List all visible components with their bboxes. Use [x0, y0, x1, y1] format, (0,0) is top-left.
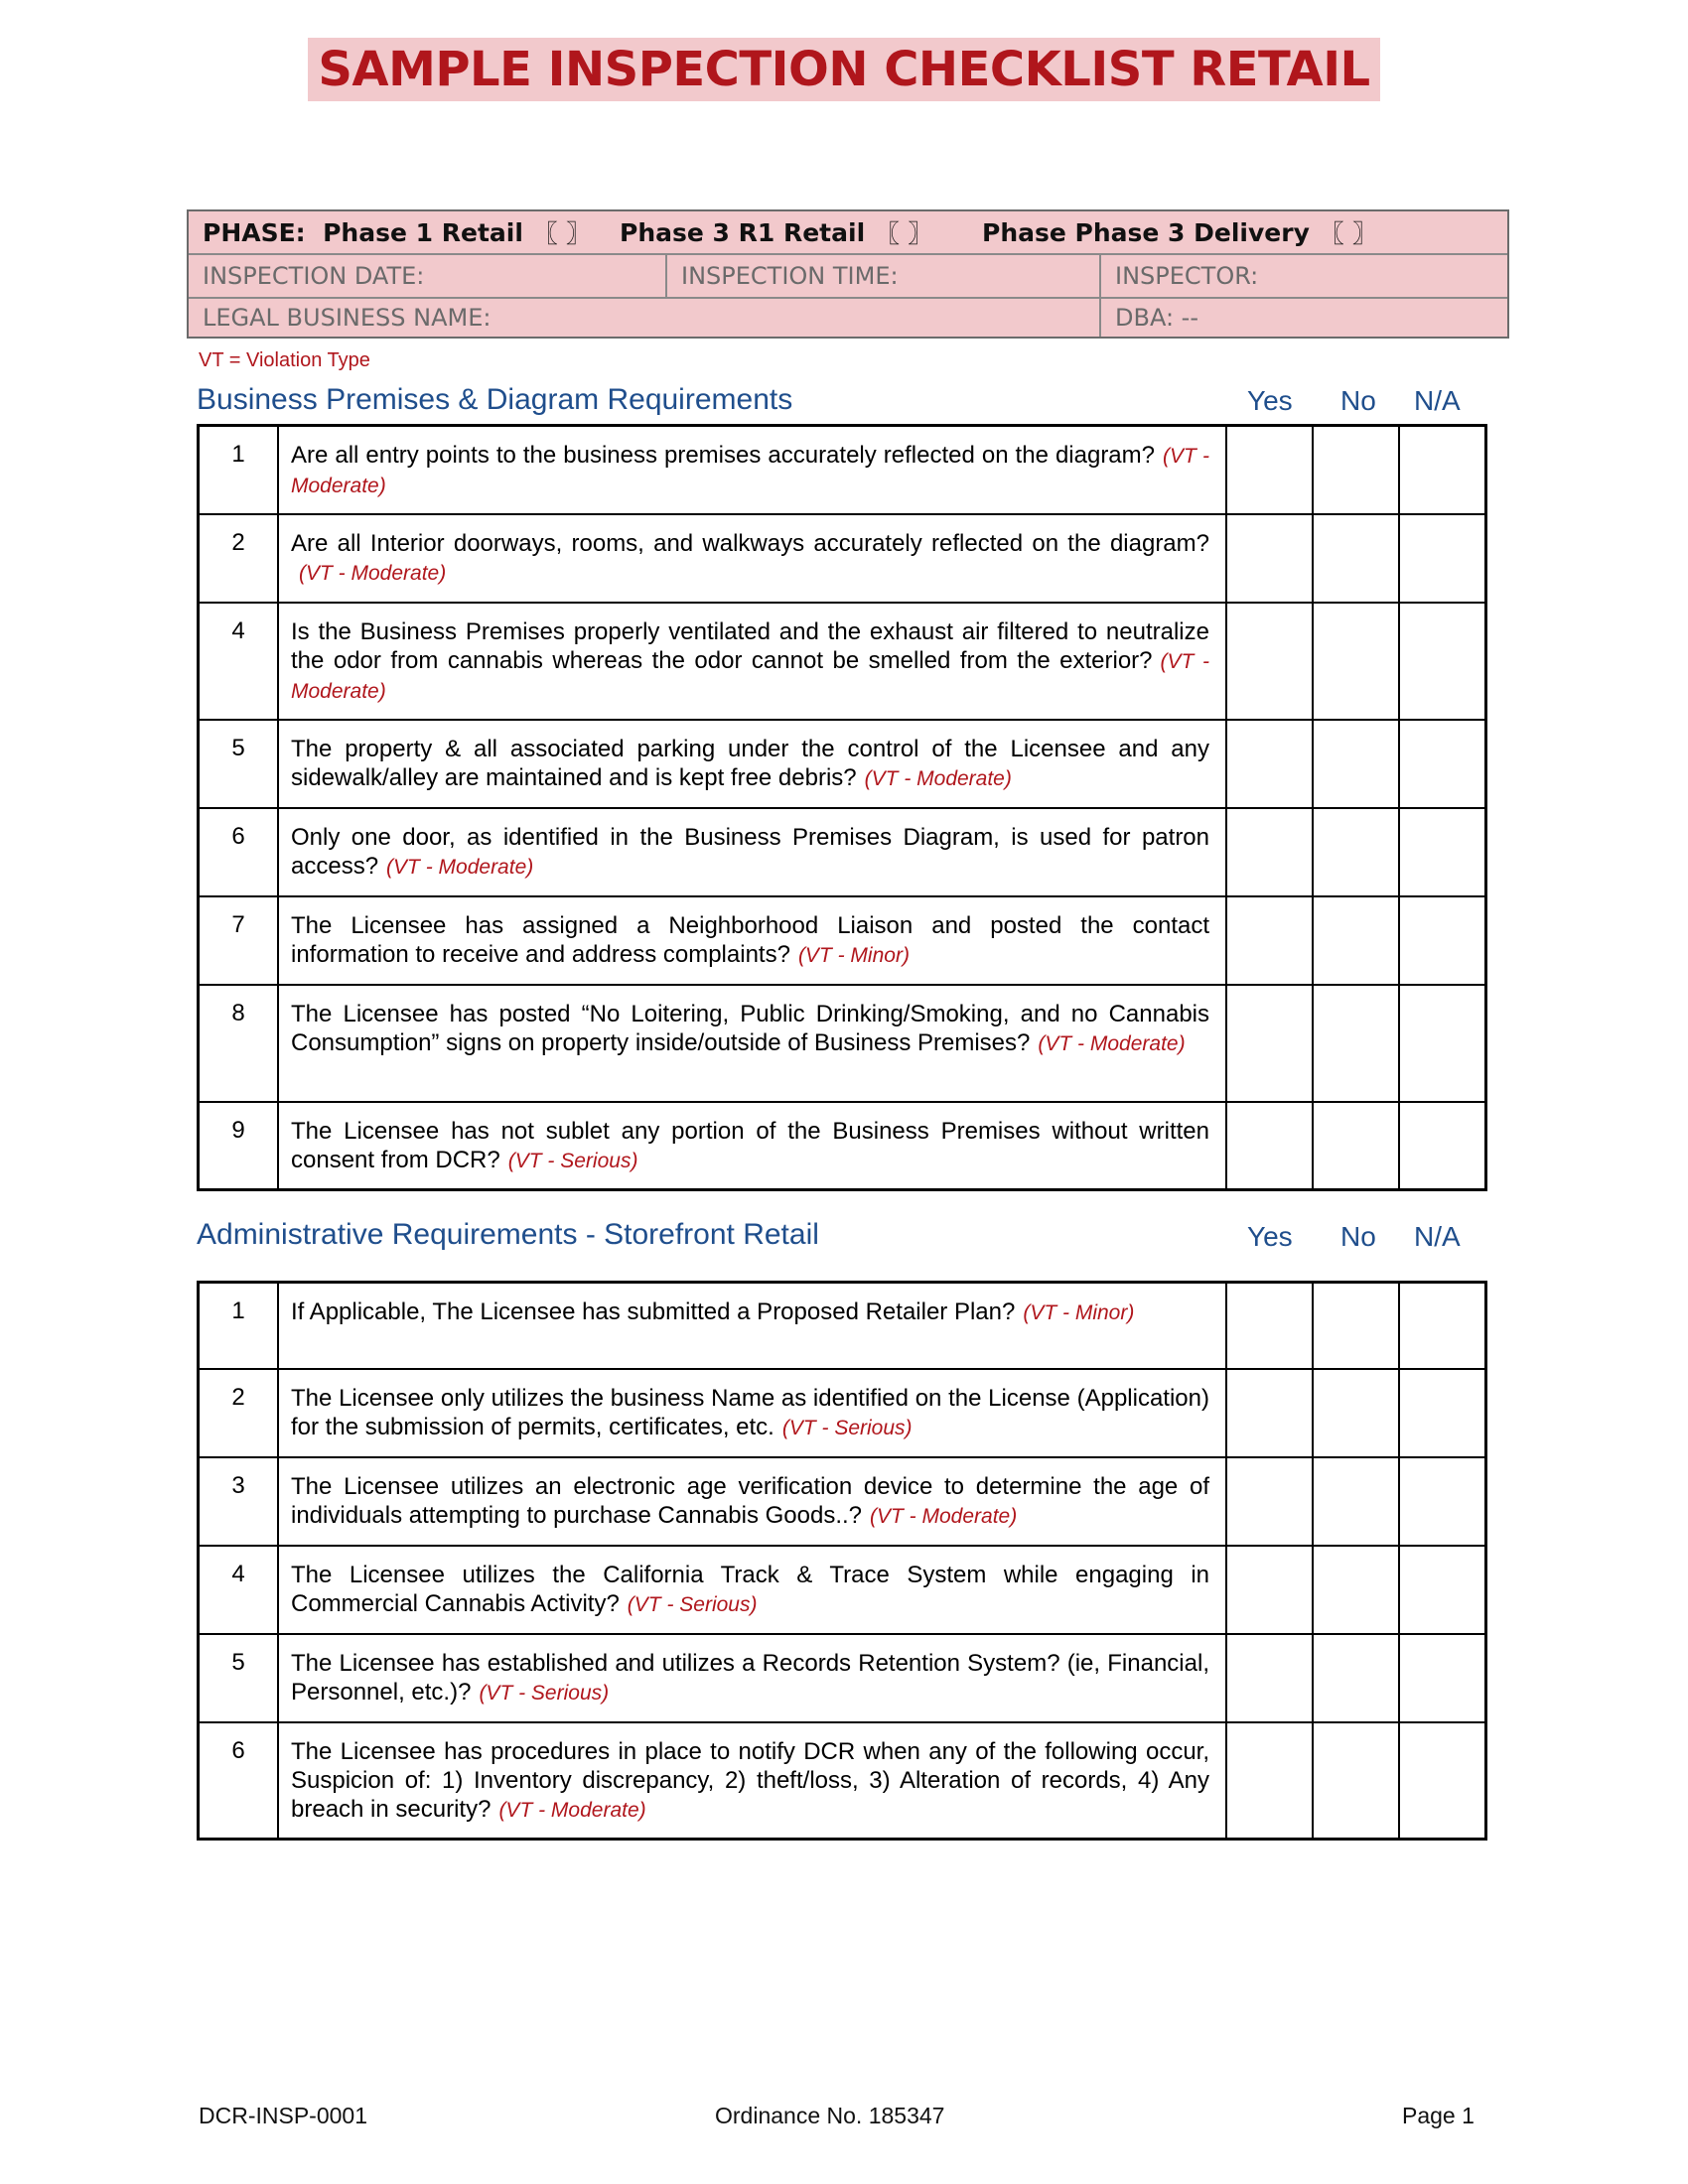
phase-row [189, 211, 1507, 255]
item-question [278, 896, 1226, 985]
phase-3-checkbox[interactable]: 〖 〗 [875, 219, 933, 248]
inspector-field[interactable]: INSPECTOR: [1115, 262, 1259, 290]
item-question [278, 1546, 1226, 1634]
no-checkbox-cell[interactable] [1313, 1102, 1399, 1190]
no-checkbox-cell[interactable] [1313, 1546, 1399, 1634]
phase-label: PHASE: [203, 217, 306, 247]
item-question [278, 720, 1226, 808]
delivery-checkbox[interactable]: 〖 〗 [1319, 219, 1377, 248]
item-number: 1 [199, 426, 279, 514]
violation-type: (VT - Serious) [479, 1681, 610, 1705]
question-text: If Applicable, The Licensee has submitted a Proposed Retailer Plan? [291, 1298, 1016, 1325]
question-text: The Licensee has procedures in place to notify DCR when any of the following occur, Suspicion of: 1) Inventory discrepancy, 2) theft/loss, 3) Alteration of records, 4) Any breach in security? [291, 1737, 1209, 1823]
item-number: 3 [199, 1457, 279, 1546]
col-yes: Yes [1247, 1221, 1293, 1252]
violation-type: (VT - Moderate) [1038, 1031, 1186, 1055]
violation-type: (VT - Moderate) [299, 561, 447, 585]
inspection-row [189, 255, 1507, 299]
violation-type: (VT - Minor) [1023, 1301, 1135, 1324]
section2-title: Administrative Requirements - Storefront Retail [197, 1218, 819, 1251]
violation-type: (VT - Moderate) [386, 855, 534, 879]
na-checkbox-cell[interactable] [1399, 1283, 1486, 1369]
section1-title: Business Premises & Diagram Requirements [197, 383, 793, 416]
checklist-row [199, 1102, 1486, 1190]
delivery-label: Phase Phase 3 Delivery [982, 217, 1310, 247]
phase-3-option[interactable] [620, 214, 982, 250]
no-checkbox-cell[interactable] [1313, 896, 1399, 985]
violation-type: (VT - Serious) [507, 1149, 638, 1172]
violation-type: (VT - Serious) [627, 1592, 758, 1616]
item-question [278, 808, 1226, 896]
item-number: 2 [199, 514, 279, 603]
na-checkbox-cell[interactable] [1399, 720, 1486, 808]
item-number: 9 [199, 1102, 279, 1190]
question-text: Is the Business Premises properly ventilated and the exhaust air filtered to neutralize the odor from cannabis whereas the odor cannot be smelled from the exterior? [291, 617, 1209, 674]
inspection-time-field[interactable]: INSPECTION TIME: [667, 255, 1101, 297]
no-checkbox-cell[interactable] [1313, 1722, 1399, 1840]
item-question [278, 985, 1226, 1102]
checklist-row [199, 1546, 1486, 1634]
checklist-row [199, 1457, 1486, 1546]
page-title: SAMPLE INSPECTION CHECKLIST RETAIL [308, 38, 1379, 101]
na-checkbox-cell[interactable] [1399, 1546, 1486, 1634]
violation-type: (VT - Moderate) [291, 649, 1209, 703]
phase-3-label: Phase 3 R1 Retail [620, 217, 866, 247]
delivery-option[interactable] [982, 214, 1377, 250]
yes-checkbox-cell[interactable] [1226, 1546, 1313, 1634]
na-checkbox-cell[interactable] [1399, 1369, 1486, 1457]
na-checkbox-cell[interactable] [1399, 1634, 1486, 1722]
question-text: The Licensee has posted “No Loitering, Public Drinking/Smoking, and no Cannabis Consumption” signs on property inside/outside of Business Premises? [291, 1000, 1209, 1056]
yes-checkbox-cell[interactable] [1226, 603, 1313, 720]
phase-1-checkbox[interactable]: 〖 〗 [532, 219, 591, 248]
question-text: The Licensee only utilizes the business Name as identified on the License (Application) for the submission of permits, certificates, etc. [291, 1384, 1209, 1440]
vt-legend: VT = Violation Type [199, 349, 370, 371]
no-checkbox-cell[interactable] [1313, 720, 1399, 808]
item-number: 1 [199, 1283, 279, 1369]
no-checkbox-cell[interactable] [1313, 808, 1399, 896]
business-row [189, 299, 1507, 337]
yes-checkbox-cell[interactable] [1226, 1102, 1313, 1190]
col-no: No [1340, 385, 1376, 416]
legal-business-name-field[interactable]: LEGAL BUSINESS NAME: [189, 299, 1101, 337]
item-number: 6 [199, 808, 279, 896]
col-no: No [1340, 1221, 1376, 1252]
na-checkbox-cell[interactable] [1399, 1457, 1486, 1546]
question-text: The Licensee has established and utilizes a Records Retention System? (ie, Financial, Personnel, etc.)? [291, 1649, 1209, 1706]
checklist-row [199, 808, 1486, 896]
yes-checkbox-cell[interactable] [1226, 1722, 1313, 1840]
violation-type: (VT - Moderate) [864, 766, 1012, 790]
checklist-row [199, 514, 1486, 603]
col-na: N/A [1414, 1221, 1461, 1252]
na-checkbox-cell[interactable] [1399, 603, 1486, 720]
question-text: The Licensee utilizes an electronic age verification device to determine the age of individuals attempting to purchase Cannabis Goods..? [291, 1472, 1209, 1529]
no-checkbox-cell[interactable] [1313, 514, 1399, 603]
no-checkbox-cell[interactable] [1313, 603, 1399, 720]
phase-1-option[interactable] [189, 214, 620, 250]
no-checkbox-cell[interactable] [1313, 1457, 1399, 1546]
no-checkbox-cell[interactable] [1313, 1634, 1399, 1722]
item-question [278, 1369, 1226, 1457]
question-text: Are all entry points to the business premises accurately reflected on the diagram? [291, 442, 1155, 469]
ordinance-number: Ordinance No. 185347 [715, 2103, 945, 2128]
na-checkbox-cell[interactable] [1399, 896, 1486, 985]
inspection-date-field[interactable]: INSPECTION DATE: [189, 255, 667, 297]
question-text: Are all Interior doorways, rooms, and walkways accurately reflected on the diagram? [291, 529, 1209, 557]
na-checkbox-cell[interactable] [1399, 1722, 1486, 1840]
col-yes: Yes [1247, 385, 1293, 416]
section1-table [197, 424, 1487, 1191]
item-question [278, 1283, 1226, 1369]
item-number: 8 [199, 985, 279, 1102]
checklist-row [199, 985, 1486, 1102]
no-checkbox-cell[interactable] [1313, 1283, 1399, 1369]
na-checkbox-cell[interactable] [1399, 514, 1486, 603]
checklist-row [199, 1634, 1486, 1722]
section2-table [197, 1281, 1487, 1841]
na-checkbox-cell[interactable] [1399, 985, 1486, 1102]
item-number: 5 [199, 720, 279, 808]
yes-checkbox-cell[interactable] [1226, 1369, 1313, 1457]
item-question [278, 1102, 1226, 1190]
checklist-row [199, 896, 1486, 985]
item-question [278, 1457, 1226, 1546]
item-question [278, 1722, 1226, 1840]
na-checkbox-cell[interactable] [1399, 1102, 1486, 1190]
checklist-row [199, 603, 1486, 720]
item-question [278, 603, 1226, 720]
header-box [187, 209, 1509, 339]
question-text: Only one door, as identified in the Business Premises Diagram, is used for patron access? [291, 823, 1209, 880]
violation-type: (VT - Serious) [781, 1416, 913, 1439]
question-text: The Licensee has not sublet any portion of the Business Premises without written consent from DCR? [291, 1117, 1209, 1173]
question-text: The Licensee utilizes the California Track & Trace System while engaging in Commercial Cannabis Activity? [291, 1561, 1209, 1617]
yes-checkbox-cell[interactable] [1226, 514, 1313, 603]
yes-checkbox-cell[interactable] [1226, 720, 1313, 808]
form-id: DCR-INSP-0001 [199, 2103, 367, 2128]
yes-checkbox-cell[interactable] [1226, 426, 1313, 514]
item-number: 4 [199, 1546, 279, 1634]
no-checkbox-cell[interactable] [1313, 985, 1399, 1102]
page-number: Page 1 [1402, 2103, 1475, 2128]
checklist-row [199, 1283, 1486, 1369]
col-na: N/A [1414, 385, 1461, 416]
item-question [278, 426, 1226, 514]
violation-type: (VT - Moderate) [291, 445, 1210, 497]
checklist-row [199, 1369, 1486, 1457]
phase-1-label: Phase 1 Retail [323, 217, 523, 247]
yes-checkbox-cell[interactable] [1226, 1634, 1313, 1722]
item-number: 4 [199, 603, 279, 720]
item-number: 7 [199, 896, 279, 985]
item-question [278, 514, 1226, 603]
dba-field[interactable]: DBA: -- [1115, 304, 1198, 332]
yes-checkbox-cell[interactable] [1226, 985, 1313, 1102]
title-area [0, 38, 1688, 101]
na-checkbox-cell[interactable] [1399, 808, 1486, 896]
item-question [278, 1634, 1226, 1722]
no-checkbox-cell[interactable] [1313, 426, 1399, 514]
yes-checkbox-cell[interactable] [1226, 1457, 1313, 1546]
yes-checkbox-cell[interactable] [1226, 1283, 1313, 1369]
yes-checkbox-cell[interactable] [1226, 808, 1313, 896]
item-number: 5 [199, 1634, 279, 1722]
checklist-row [199, 426, 1486, 514]
checklist-row [199, 1722, 1486, 1840]
violation-type: (VT - Moderate) [870, 1504, 1018, 1528]
yes-checkbox-cell[interactable] [1226, 896, 1313, 985]
checklist-row [199, 720, 1486, 808]
item-number: 6 [199, 1722, 279, 1840]
na-checkbox-cell[interactable] [1399, 426, 1486, 514]
no-checkbox-cell[interactable] [1313, 1369, 1399, 1457]
item-number: 2 [199, 1369, 279, 1457]
question-text: The Licensee has assigned a Neighborhood Liaison and posted the contact information to receive and address complaints? [291, 911, 1209, 968]
violation-type: (VT - Minor) [797, 943, 910, 967]
question-text: The property & all associated parking under the control of the Licensee and any sidewalk/alley are maintained and is kept free debris? [291, 735, 1209, 791]
violation-type: (VT - Moderate) [498, 1798, 646, 1822]
